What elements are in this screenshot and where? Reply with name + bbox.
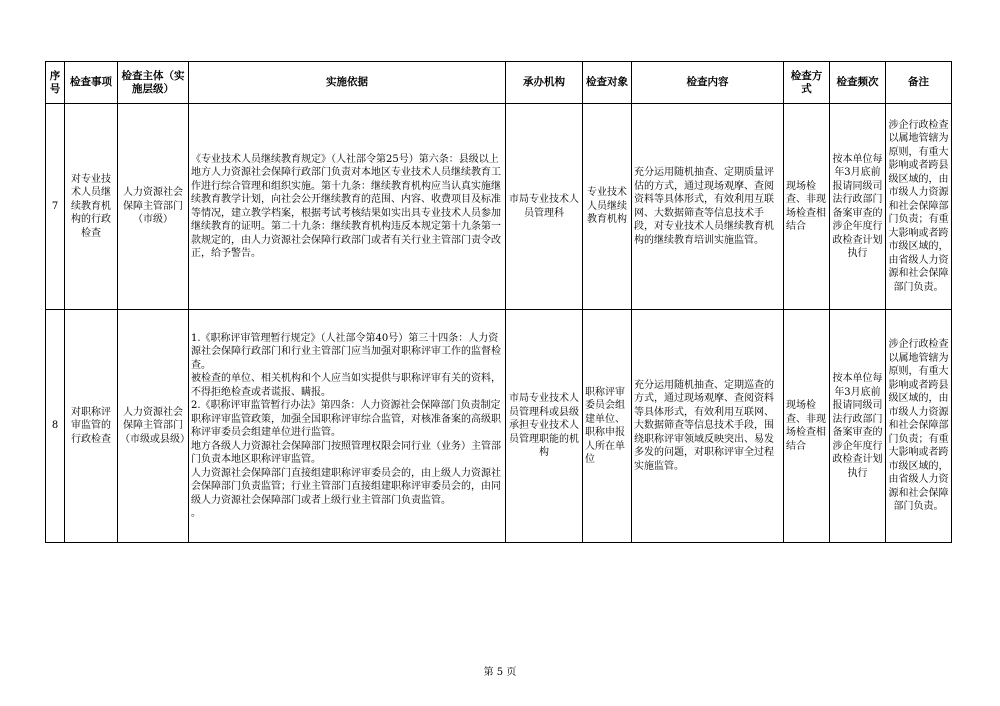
inspection-object: 专业技术人员继续教育机构 <box>583 104 632 310</box>
remarks: 涉企行政检查以属地管辖为原则，有重大影响或者跨县级区域的，由市级人力资源和社会保障部门负责；有重大影响或者跨市级区域的，由省级人力资源和社会保障部门负责。 <box>886 310 952 543</box>
header-basis: 实施依据 <box>189 62 506 104</box>
inspection-item: 对专业技术人员继续教育机构的行政检查 <box>65 104 118 310</box>
remarks: 涉企行政检查以属地管辖为原则，有重大影响或者跨县级区域的，由市级人力资源和社会保障部门负责；有重大影响或者跨市级区域的，由省级人力资源和社会保障部门负责。 <box>886 104 952 310</box>
table-row <box>46 104 952 310</box>
inspection-item: 对职称评审监管的行政检查 <box>65 310 118 543</box>
basis-paragraph: 1.《职称评审管理暂行规定》（人社部令第40号）第三十四条：人力资源社会保障行政部门和行业主管部门应当加强对职称评审工作的监督检查。 <box>191 332 501 371</box>
header-row <box>46 62 952 104</box>
inspection-subject: 人力资源社会保障主管部门（市级） <box>118 104 189 310</box>
table-row <box>46 310 952 543</box>
legal-basis <box>189 310 506 543</box>
header-object: 检查对象 <box>583 62 632 104</box>
basis-paragraph: 人力资源社会保障部门直接组建职称评审委员会的，由上级人力资源社会保障部门负责监管；行业主管部门直接组建职称评审委员会的，由同级人力资源社会保障部门或者上级行业主管部门负责监管。 <box>191 467 501 506</box>
inspection-frequency: 按本单位每年3月底前报请同级司法行政部门备案审查的涉企年度行政检查计划执行 <box>830 104 886 310</box>
basis-paragraph: 《专业技术人员继续教育规定》（人社部令第25号）第六条：县级以上地方人力资源社会保障行政部门负责对本地区专业技术人员继续教育工作进行综合管理和组织实施。第十九条：继续教育机构应当认真实施继续教育教学计划，向社会公开继续教育的范围、内容、收费项目及标准等情况，建立教学档案，根据考试考核结果如实出具专业技术人员参加继续教育的证明。第二十九条：继续教育机构违反本规定第十九条第一款规定的，由人力资源社会保障行政部门或者有关行业主管部门责令改正，给予警告。 <box>191 153 501 259</box>
handling-agency: 市局专业技术人员管理科或县级承担专业技术人员管理职能的机构 <box>506 310 583 543</box>
header-no: 序号 <box>46 62 65 104</box>
basis-paragraph: 。 <box>191 508 201 519</box>
basis-paragraph: 地方各级人力资源社会保障部门按照管理权限会同行业（业务）主管部门负责本地区职称评审监管。 <box>191 440 501 465</box>
row-number: 7 <box>46 104 65 310</box>
header-content: 检查内容 <box>632 62 784 104</box>
legal-basis <box>189 104 506 310</box>
header-item: 检查事项 <box>65 62 118 104</box>
inspection-table <box>45 61 952 543</box>
inspection-object: 职称评审委员会组建单位、职称申报人所在单位 <box>583 310 632 543</box>
header-agency: 承办机构 <box>506 62 583 104</box>
inspection-method: 现场检查、非现场检查相结合 <box>784 310 830 543</box>
handling-agency: 市局专业技术人员管理科 <box>506 104 583 310</box>
header-subject: 检查主体（实施层级） <box>118 62 189 104</box>
page-number: 第 5 页 <box>483 667 517 678</box>
inspection-content: 充分运用随机抽查、定期巡查的方式，通过现场观摩、查阅资料等具体形式，有效利用互联网、大数据筛查等信息技术手段，围绕职称评审领域反映突出、易发多发的问题，对职称评审全过程实施监管。 <box>632 310 784 543</box>
inspection-subject: 人力资源社会保障主管部门（市级或县级） <box>118 310 189 543</box>
row-number: 8 <box>46 310 65 543</box>
basis-paragraph: 被检查的单位、相关机构和个人应当如实提供与职称评审有关的资料，不得拒绝检查或者谎报、瞒报。 <box>191 373 501 398</box>
inspection-method: 现场检查、非现场检查相结合 <box>784 104 830 310</box>
header-method: 检查方式 <box>784 62 830 104</box>
basis-paragraph: 2.《职称评审监管暂行办法》第四条：人力资源社会保障部门负责制定职称评审监管政策，加强全国职称评审综合监管，对核准备案的高级职称评审委员会组建单位进行监管。 <box>191 400 501 438</box>
inspection-frequency: 按本单位每年3月底前报请同级司法行政部门备案审查的涉企年度行政检查计划执行 <box>830 310 886 543</box>
header-remarks: 备注 <box>886 62 952 104</box>
header-frequency: 检查频次 <box>830 62 886 104</box>
inspection-content: 充分运用随机抽查、定期质量评估的方式，通过现场观摩、查阅资料等具体形式，有效利用互联网、大数据筛查等信息技术手段，对专业技术人员继续教育机构的继续教育培训实施监管。 <box>632 104 784 310</box>
